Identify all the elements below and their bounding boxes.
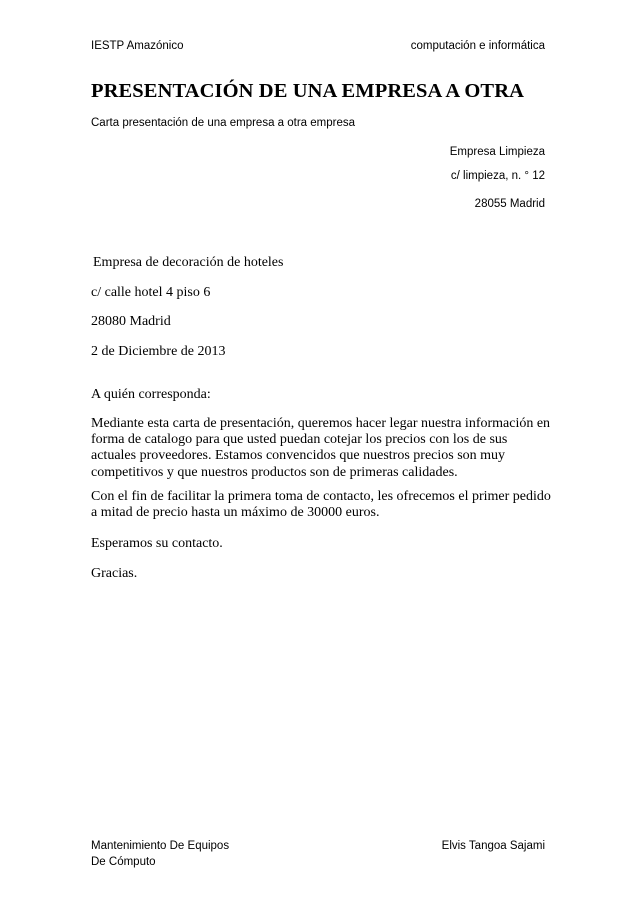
closing-thanks: Gracias. xyxy=(91,566,138,581)
document-title: PRESENTACIÓN DE UNA EMPRESA A OTRA xyxy=(91,80,525,102)
sender-city: 28055 Madrid xyxy=(474,198,545,210)
footer-course-line-2: De Cómputo xyxy=(91,856,156,868)
footer-course-line-1: Mantenimiento De Equipos xyxy=(91,840,230,852)
letter-date: 2 de Diciembre de 2013 xyxy=(91,344,226,359)
header-institute: IESTP Amazónico xyxy=(91,40,184,52)
recipient-street: c/ calle hotel 4 piso 6 xyxy=(91,285,211,300)
footer-course xyxy=(91,838,229,870)
body-paragraph-2: Con el fin de facilitar la primera toma de contacto, les ofrecemos el primer pedido a mitad de precio hasta un máximo de 30000 euros. xyxy=(91,489,551,521)
recipient-city: 28080 Madrid xyxy=(91,314,171,329)
header-department: computación e informática xyxy=(410,40,545,52)
salutation: A quién corresponda: xyxy=(91,387,211,402)
closing-line: Esperamos su contacto. xyxy=(91,536,223,551)
footer-author: Elvis Tangoa Sajami xyxy=(441,840,545,852)
body-paragraph-1: Mediante esta carta de presentación, queremos hacer legar nuestra información en forma de catalogo para que usted puedan cotejar los precios con los de sus actuales proveedores. Estamos convencidos que nuestros precios son muy competitivos y que nuestros productos son de primeras calidades. xyxy=(91,416,551,480)
sender-name: Empresa Limpieza xyxy=(449,146,545,158)
sender-street: c/ limpieza, n. ° 12 xyxy=(450,170,545,182)
document-subtitle: Carta presentación de una empresa a otra empresa xyxy=(91,117,356,129)
recipient-name: Empresa de decoración de hoteles xyxy=(93,255,284,270)
